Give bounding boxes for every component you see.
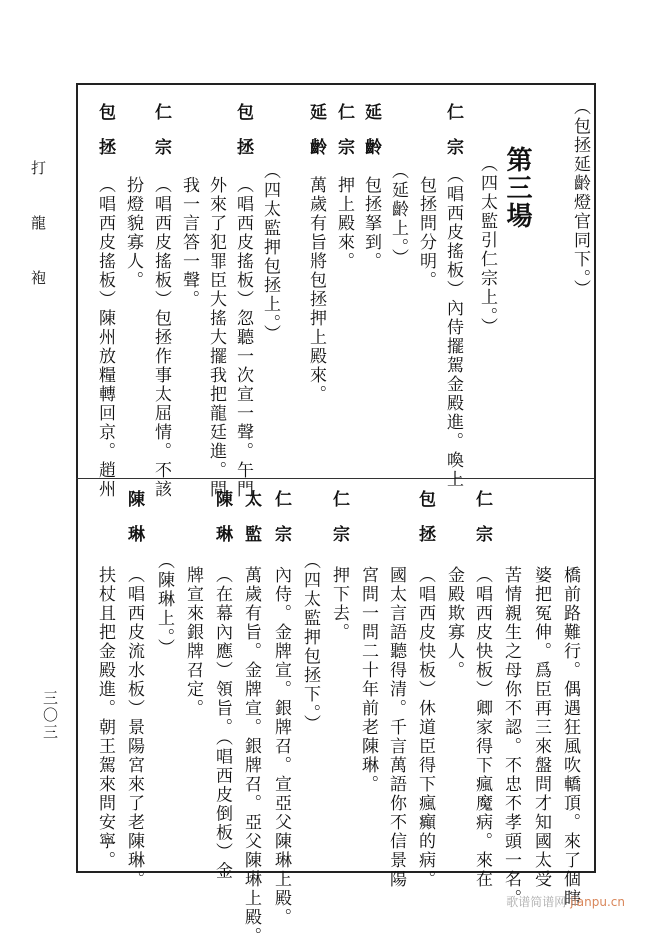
dialogue-line: （唱西皮搖板）忽聽一次宣一聲。午門 (233, 176, 253, 499)
dialogue-line: （唱西皮搖板）陳州放糧轉回京。趙州 (95, 176, 115, 499)
dialogue-line: 內侍。金牌宣。銀牌召。宣亞父陳琳上殿。 (271, 566, 291, 927)
role-label: 仁宗 (443, 103, 463, 173)
stage-direction: （四太監押包拯上。） (260, 162, 280, 344)
watermark-cn: 歌谱简谱网 (506, 895, 567, 909)
dialogue-line: 我一言答一聲。 (179, 176, 199, 309)
running-title: 打龍袍 (29, 160, 47, 325)
role-label: 包拯 (415, 490, 435, 560)
role-label: 太監 (241, 490, 261, 560)
dialogue-line: 包拯拏到。 (361, 176, 381, 271)
stage-direction-enter: （四太監引仁宗上。） (477, 155, 497, 337)
dialogue-line: （唱西皮流水板）景陽宮來了老陳琳。 (124, 566, 144, 889)
dialogue-line: （唱西皮搖板）內侍擺駕金殿進。喚上 (443, 166, 463, 489)
role-label: 仁宗 (329, 490, 349, 560)
role-label: 包拯 (95, 103, 115, 173)
dialogue-line: 扮燈貌寡人。 (123, 176, 143, 290)
dialogue-line: 牌宣來銀牌召定。 (183, 566, 203, 718)
stage-direction: （陳琳上。） (154, 552, 174, 658)
dialogue-line: （唱西皮快板）卿家得下瘋魔病。來在 (472, 566, 492, 889)
role-label: 仁宗 (472, 490, 492, 560)
dialogue-line: 宮問一問二十年前老陳琳。 (358, 566, 378, 794)
dialogue-line: 押下去。 (329, 566, 349, 642)
dialogue-line: 橋前路難行。偶遇狂風吹轎頂。來了個瞎 (560, 566, 580, 908)
dialogue-line: 扶杖且把金殿進。朝王駕來問安寧。 (95, 566, 115, 870)
dialogue-line: 押上殿來。 (334, 176, 354, 271)
dialogue-line: 國太言語聽得清。千言萬語你不信景陽 (386, 566, 406, 889)
dialogue-line: 外來了犯罪臣大搖大擺我把龍廷進。問 (206, 176, 226, 499)
role-label: 包拯 (233, 103, 253, 173)
role-label: 延齡 (306, 103, 326, 173)
role-label: 陳琳 (124, 490, 144, 560)
dialogue-line: （在幕內應）領旨。（唱西皮倒板）金 (212, 566, 232, 881)
scene-title: 第三場 (502, 146, 532, 230)
watermark (506, 893, 625, 910)
dialogue-line: 金殿欺寡人。 (444, 566, 464, 680)
role-label: 仁宗 (151, 103, 171, 173)
role-label: 延齡 (361, 103, 381, 173)
dialogue-line: （唱西皮搖板）包拯作事太屈情。不該 (151, 176, 171, 499)
dialogue-line: 萬歲有旨將包拯押上殿來。 (306, 176, 326, 404)
dialogue-line: 萬歲有旨。金牌宣。銀牌召。亞父陳琳上殿。 (241, 566, 261, 946)
stage-direction: （四太監押包拯下。） (300, 552, 320, 734)
watermark-en: jianpu.cn (570, 895, 625, 909)
page-number: 三〇三 (41, 690, 59, 741)
role-label: 仁宗 (271, 490, 291, 560)
dialogue-line: （唱西皮快板）休道臣得下瘋癲的病。 (415, 566, 435, 889)
dialogue-line: 苦情親生之母你不認。不忠不孝頭一名。 (501, 566, 521, 908)
dialogue-line: 包拯問分明。 (416, 176, 436, 290)
dialogue-line: 婆把冤伸。爲臣再三來盤問才知國太受 (531, 566, 551, 889)
stage-direction: （延齡上。） (388, 162, 408, 268)
stage-direction-exit: （包拯延齡燈官同下。） (570, 98, 590, 299)
role-label: 陳琳 (212, 490, 232, 560)
role-label: 仁宗 (334, 103, 354, 173)
